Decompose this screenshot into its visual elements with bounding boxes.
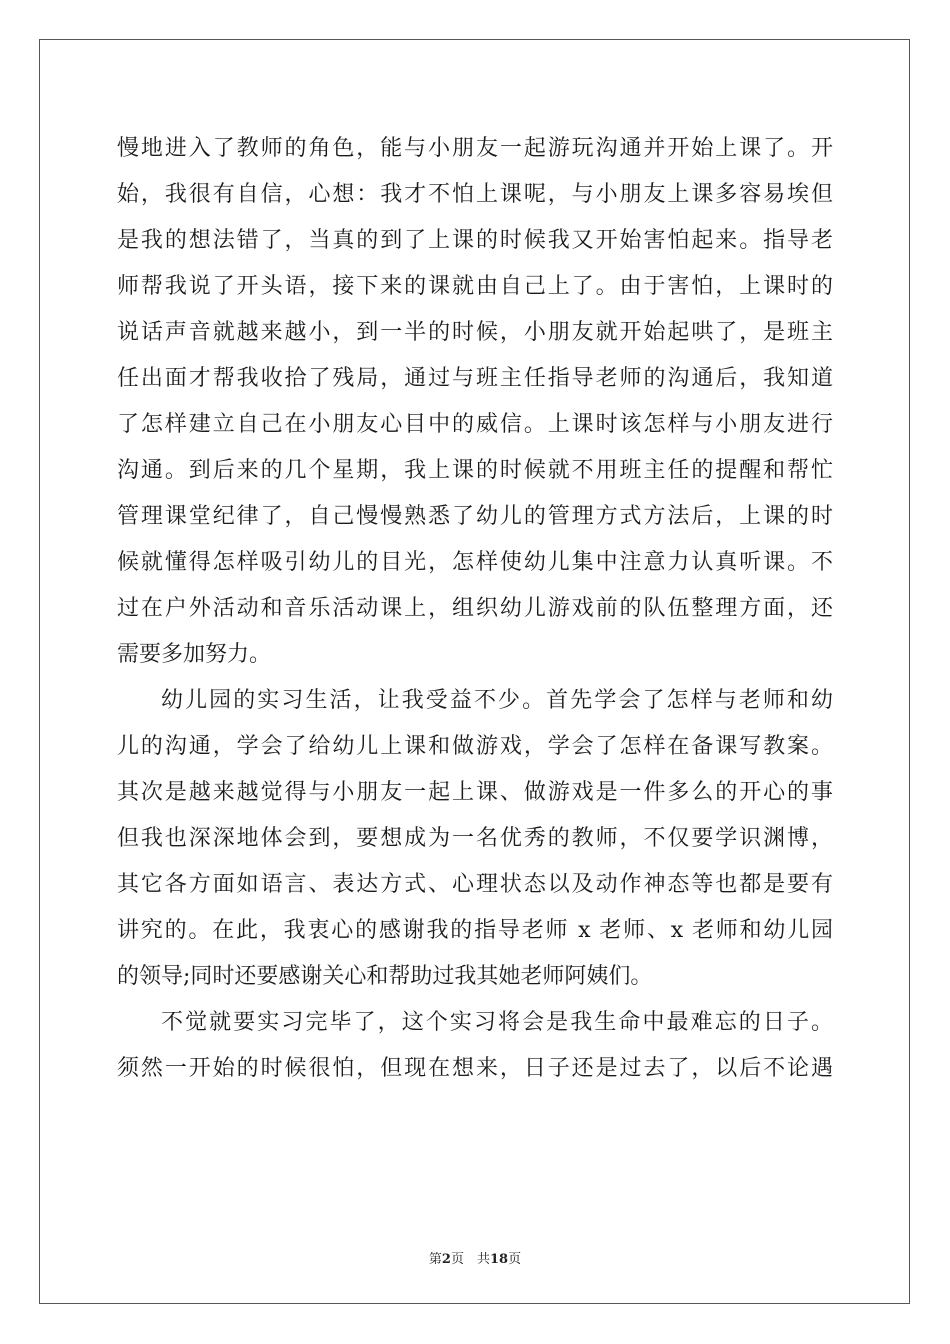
text-line: 需要多加努力。 — [117, 642, 272, 667]
text-line: 始，我很有自信，心想：我才不怕上课呢，与小朋友上课多容易埃但 — [117, 182, 833, 207]
text-line: 管理课堂纪律了，自己慢慢熟悉了幼儿的管理方式方法后，上课的时 — [117, 504, 833, 529]
text-line: 说话声音就越来越小，到一半的时候，小朋友就开始起哄了，是班主 — [117, 320, 833, 345]
paragraph-3 — [117, 1000, 833, 1092]
paragraph-2 — [117, 678, 833, 1000]
footer-prefix: 第 — [428, 1252, 442, 1267]
text-line: 须然一开始的时候很怕，但现在想来，日子还是过去了，以后不论遇 — [117, 1056, 833, 1081]
footer-middle: 页 共 — [450, 1252, 490, 1267]
text-line: 其它各方面如语言、表达方式、心理状态以及动作神态等也都是要有 — [117, 872, 833, 897]
document-body — [117, 126, 833, 1092]
text-line: 的领导;同时还要感谢关心和帮助过我其她老师阿姨们。 — [117, 964, 653, 989]
total-page-count: 18 — [489, 1252, 509, 1267]
text-line: 但我也深深地体会到，要想成为一名优秀的教师，不仅要学识渊博， — [117, 826, 833, 851]
text-line: 候就懂得怎样吸引幼儿的目光，怎样使幼儿集中注意力认真听课。不 — [117, 550, 833, 575]
paragraph-1 — [117, 126, 833, 678]
page-footer — [0, 1248, 950, 1267]
text-line: 师帮我说了开头语，接下来的课就由自己上了。由于害怕，上课时的 — [117, 274, 833, 299]
text-line: 沟通。到后来的几个星期，我上课的时候就不用班主任的提醒和帮忙 — [117, 458, 833, 483]
text-line: 儿的沟通，学会了给幼儿上课和做游戏，学会了怎样在备课写教案。 — [117, 734, 833, 759]
text-line: 不觉就要实习完毕了，这个实习将会是我生命中最难忘的日子。 — [161, 1010, 833, 1035]
footer-suffix: 页 — [508, 1252, 522, 1267]
text-line: 是我的想法错了，当真的到了上课的时候我又开始害怕起来。指导老 — [117, 228, 833, 253]
text-line: 慢地进入了教师的角色，能与小朋友一起游玩沟通并开始上课了。开 — [117, 136, 833, 161]
current-page-number: 2 — [441, 1252, 451, 1267]
text-line: 过在户外活动和音乐活动课上，组织幼儿游戏前的队伍整理方面，还 — [117, 596, 833, 621]
text-line: 其次是越来越觉得与小朋友一起上课、做游戏是一件多么的开心的事 — [117, 780, 833, 805]
text-line: 讲究的。在此，我衷心的感谢我的指导老师 x 老师、x 老师和幼儿园 — [117, 918, 833, 943]
text-line: 任出面才帮我收拾了残局，通过与班主任指导老师的沟通后，我知道 — [117, 366, 833, 391]
text-line: 幼儿园的实习生活，让我受益不少。首先学会了怎样与老师和幼 — [161, 688, 833, 713]
text-line: 了怎样建立自己在小朋友心目中的威信。上课时该怎样与小朋友进行 — [117, 412, 833, 437]
